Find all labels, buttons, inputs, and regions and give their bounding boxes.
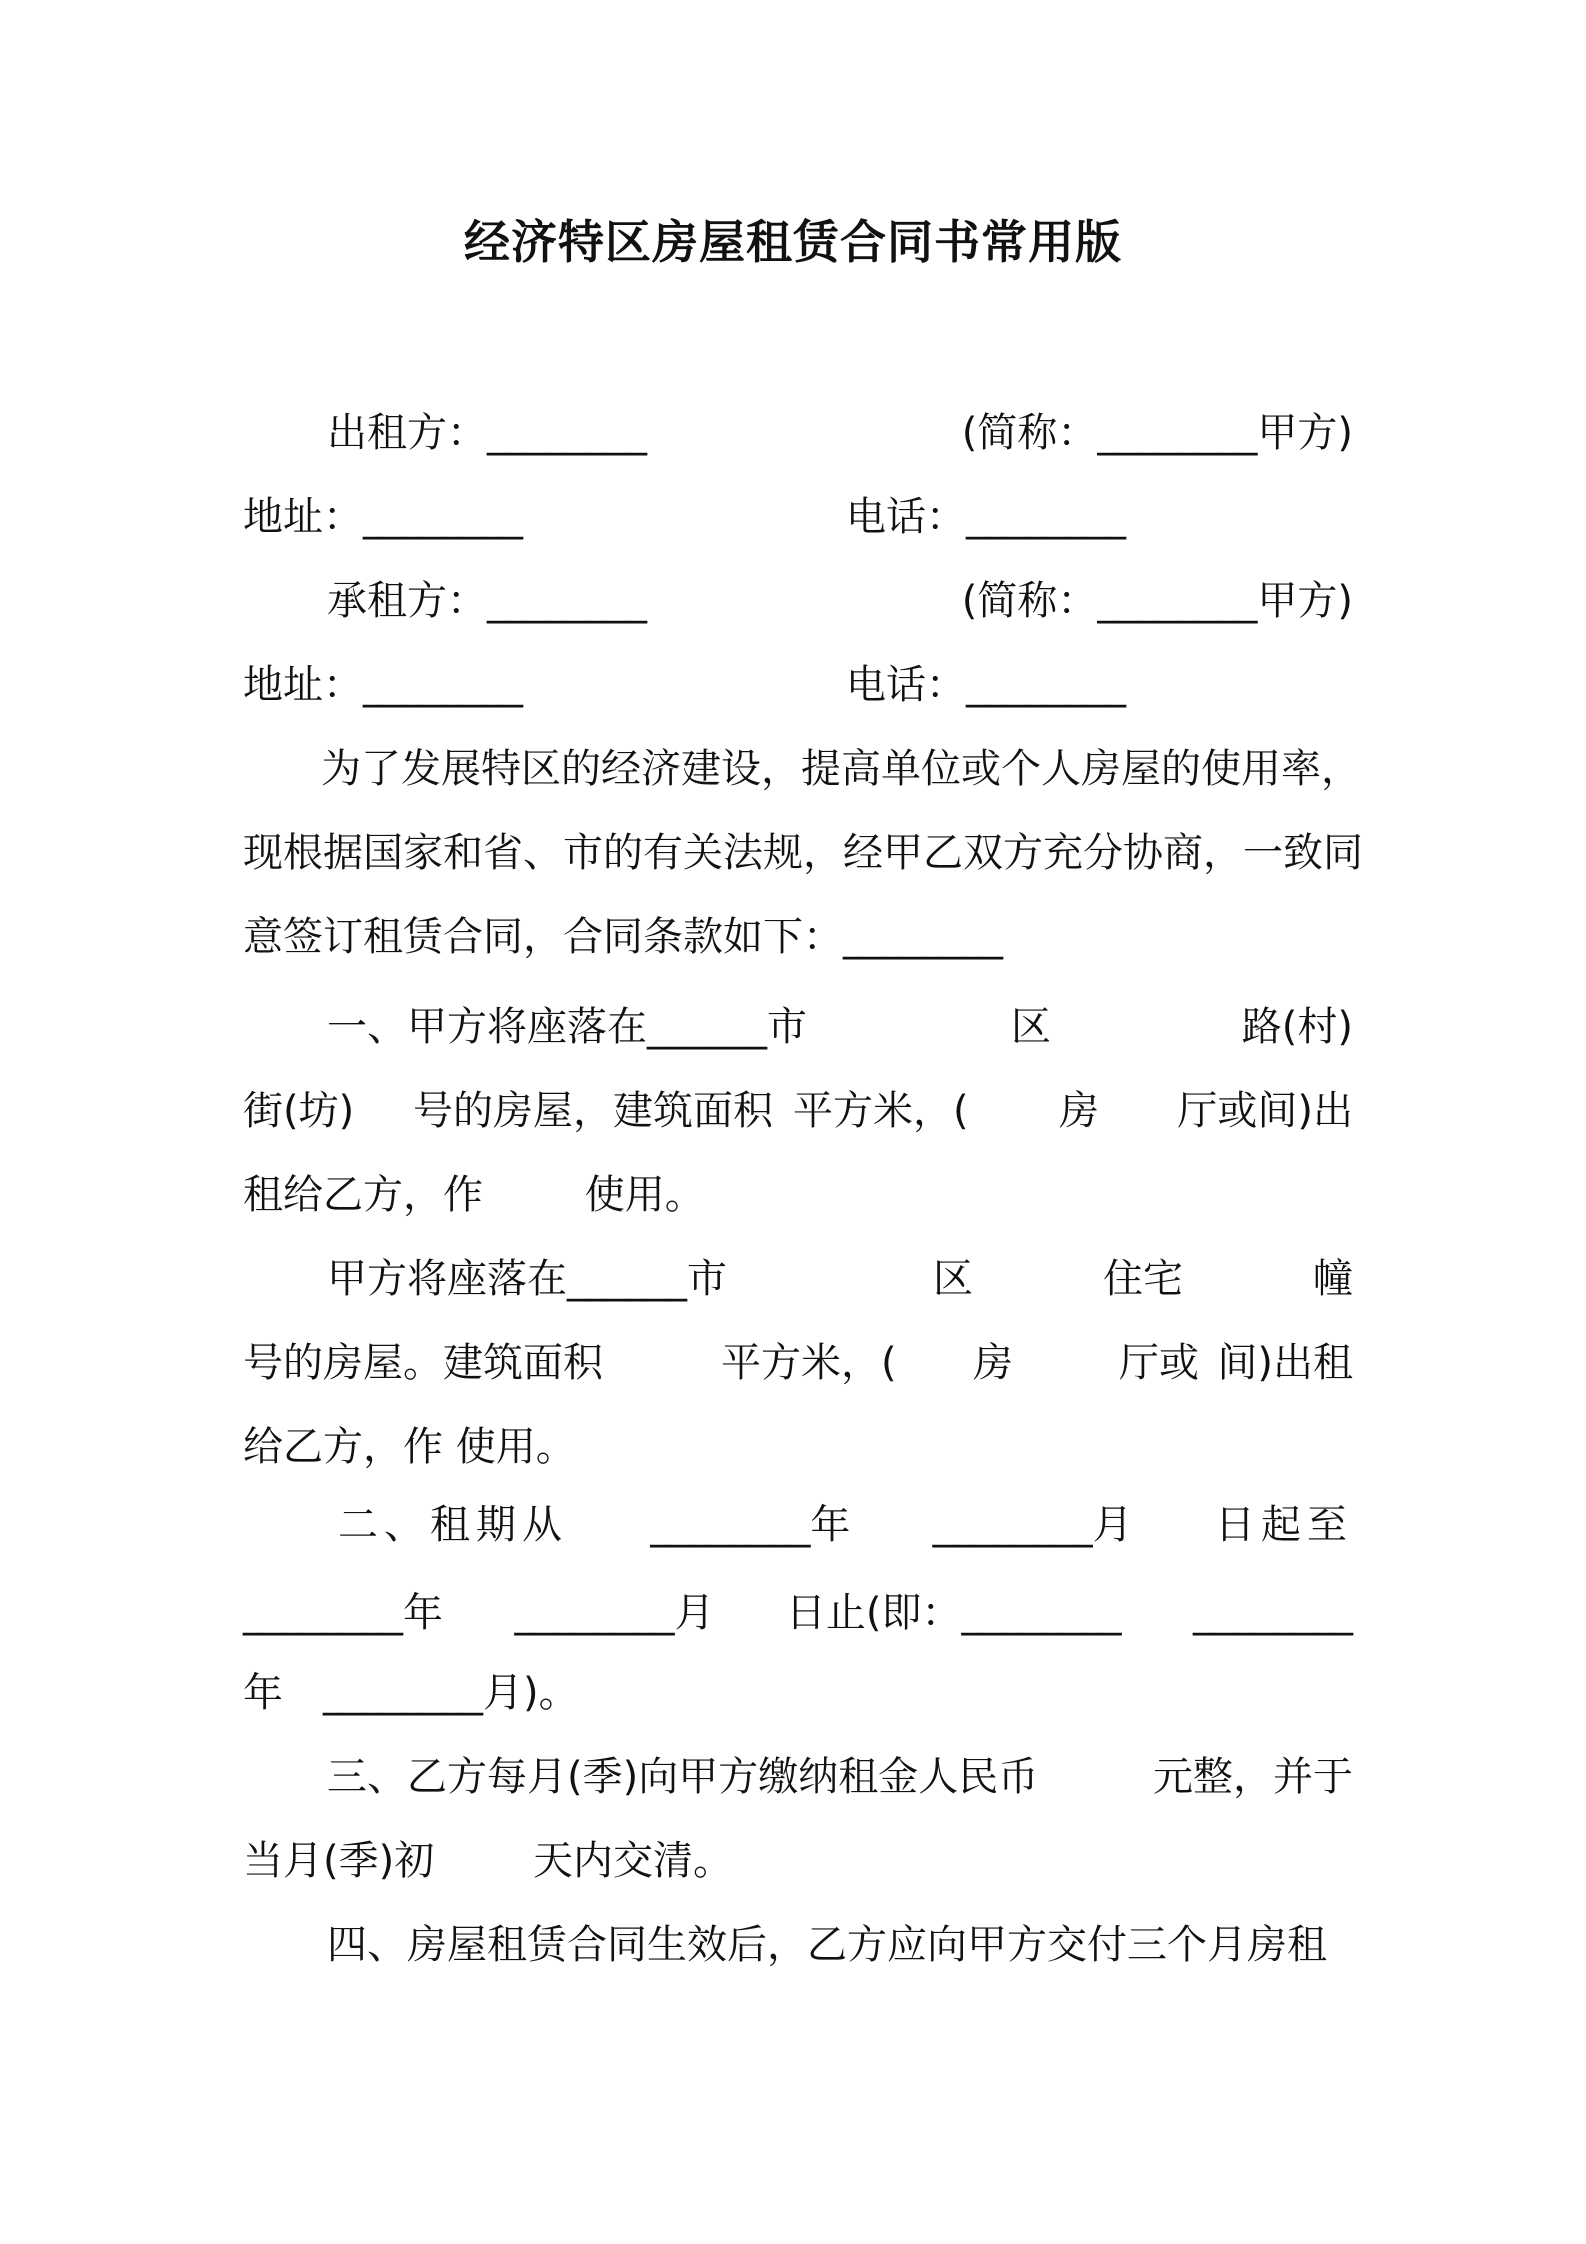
lessor-label: 出租方：________ [327,410,647,456]
clause1-text-h: 厅或间)出 [1177,1088,1353,1134]
clause1b-text-g: 房 [973,1340,1013,1386]
clause2-text-i: 年 [243,1670,283,1716]
lessor-address: 地址：________ [243,494,523,540]
clause3-text-a: 三、乙方每月(季)向甲方缴纳租金人民币 [327,1754,1039,1800]
lessor-line [243,404,1353,462]
clause1b-text-f: 平方米，( [721,1340,897,1386]
clause1-text-d: 街(坊) [243,1088,355,1134]
clause2-line-3 [243,1664,1353,1722]
clause1-text-b: 区 [1011,1004,1051,1050]
clause1b-line-3 [243,1418,1353,1476]
lessee-alias: (简称：________甲方) [961,578,1353,624]
clause1-text-g: 房 [1059,1088,1099,1134]
clause4-line-1 [243,1916,1353,1974]
clause1b-line-2 [243,1334,1353,1392]
lessor-phone: 电话：________ [846,494,1126,540]
clause2-text-d: 日起至 [1214,1502,1353,1548]
lessee-phone: 电话：________ [846,662,1126,708]
clause1b-text-c: 住宅 [1103,1256,1183,1302]
clause1-line-1 [243,998,1353,1056]
clause1-text-i: 租给乙方，作 使用。 [243,1172,705,1218]
clause1b-line-1 [243,1250,1353,1308]
lessee-address: 地址：________ [243,662,523,708]
clause1-text-f: 平方米，( [793,1088,969,1134]
lessor-contact-line [243,488,1353,546]
preamble-text-2: 现根据国家和省、市的有关法规，经甲乙双方充分协商，一致同 [243,830,1363,876]
clause3-line-1 [243,1748,1353,1806]
clause3-text-b: 元整，并于 [1153,1754,1353,1800]
clause2-text-f: ________月 [514,1590,715,1636]
clause4-text-a: 四、房屋租赁合同生效后，乙方应向甲方交付三个月房租 [327,1922,1327,1968]
clause3-text-d: 天内交清。 [533,1838,733,1884]
clause1b-text-b: 区 [933,1256,973,1302]
lessee-line [243,572,1353,630]
clause3-line-2 [243,1832,1353,1890]
clause1-line-3 [243,1166,1353,1224]
clause1b-text-a: 甲方将座落在______市 [327,1256,727,1302]
clause1b-text-j: 给乙方，作 使用。 [243,1424,576,1470]
clause1b-text-h: 厅或 [1119,1340,1199,1386]
clause2-text-a: 二、租期从 [338,1502,568,1548]
clause1-text-a: 一、甲方将座落在______市 [327,1004,807,1050]
document-title: 经济特区房屋租赁合同书常用版 [464,215,1122,269]
preamble-line-2 [243,824,1363,882]
clause2-text-e: ________年 [243,1590,443,1636]
preamble-line-3 [243,908,1353,966]
preamble-text-1: 为了发展特区的经济建设，提高单位或个人房屋的使用率， [321,746,1361,792]
clause3-text-c: 当月(季)初 [243,1838,435,1884]
clause1b-text-e: 号的房屋。建筑面积 [243,1340,603,1386]
lessee-contact-line [243,656,1353,714]
clause1-text-e: 号的房屋，建筑面积 [413,1088,773,1134]
clause2-text-c: ________月 [932,1502,1133,1548]
clause2-text-b: ________年 [650,1502,851,1548]
clause2-text-g: 日止(即：________ [785,1590,1122,1636]
clause1-text-c: 路(村) [1241,1004,1353,1050]
clause2-line-2 [243,1584,1353,1642]
clause2-text-j: ________月)。 [323,1670,579,1716]
clause1b-text-i: 间)出租 [1217,1340,1353,1386]
lessor-alias: (简称：________甲方) [961,410,1353,456]
clause2-line-1 [338,1496,1353,1554]
clause1-line-2 [243,1082,1353,1140]
preamble-line-1 [243,740,1361,798]
clause1b-text-d: 幢 [1313,1256,1353,1302]
clause2-text-h: ________ [1192,1590,1353,1636]
lessee-label: 承租方：________ [327,578,647,624]
preamble-text-3: 意签订租赁合同，合同条款如下：________ [243,914,1003,960]
